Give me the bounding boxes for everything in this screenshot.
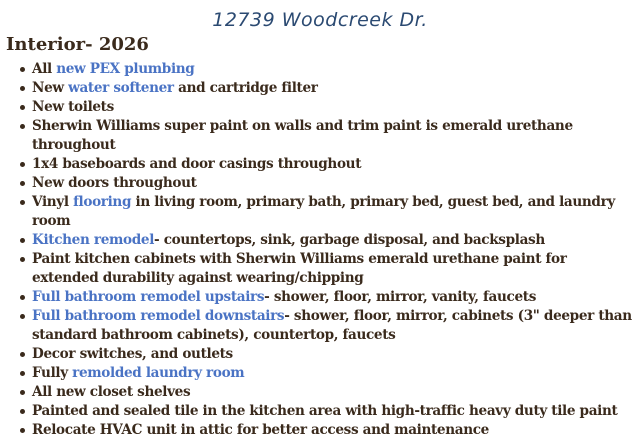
feature-text: - shower, floor, mirror, vanity, faucets — [264, 289, 536, 305]
feature-item — [32, 98, 636, 117]
feature-item — [32, 345, 636, 364]
feature-text: - shower, floor, mirror, cabinets (3" deeper than standard bathroom cabinets), countertop, faucets — [32, 308, 632, 343]
feature-link[interactable]: new PEX plumbing — [56, 61, 195, 77]
feature-text: New doors throughout — [32, 175, 197, 191]
feature-link[interactable]: flooring — [73, 194, 132, 210]
feature-item — [32, 79, 636, 98]
feature-link[interactable]: Kitchen remodel — [32, 232, 155, 248]
feature-text: Fully — [32, 365, 73, 381]
feature-text: All — [32, 61, 57, 77]
feature-text: Vinyl — [32, 194, 74, 210]
feature-item — [32, 307, 636, 345]
feature-text: Painted and sealed tile in the kitchen area with high-traffic heavy duty tile paint — [32, 403, 618, 419]
feature-item — [32, 174, 636, 193]
feature-text: New — [32, 80, 69, 96]
feature-link[interactable]: Full bathroom remodel downstairs — [32, 308, 285, 324]
feature-link[interactable]: remolded laundry room — [72, 365, 245, 381]
section-title: Interior- 2026 — [6, 34, 149, 55]
feature-link[interactable]: Full bathroom remodel upstairs — [32, 289, 265, 305]
feature-item — [32, 364, 636, 383]
feature-item — [32, 117, 636, 155]
feature-text: 1x4 baseboards and door casings throughout — [32, 156, 362, 172]
feature-text: and cartridge filter — [173, 80, 318, 96]
address-heading: 12739 Woodcreek Dr. — [212, 9, 428, 31]
feature-text: - countertops, sink, garbage disposal, and backsplash — [154, 232, 545, 248]
feature-item — [32, 421, 636, 440]
feature-text: in living room, primary bath, primary bed, guest bed, and laundry room — [32, 194, 615, 229]
feature-item — [32, 231, 636, 250]
feature-item — [32, 60, 636, 79]
feature-item — [32, 288, 636, 307]
feature-item — [32, 250, 636, 288]
feature-item — [32, 155, 636, 174]
feature-text: Decor switches, and outlets — [32, 346, 233, 362]
feature-link[interactable]: water softener — [68, 80, 174, 96]
feature-text: New toilets — [32, 99, 114, 115]
feature-list — [0, 60, 636, 440]
feature-text: All new closet shelves — [32, 384, 191, 400]
feature-item — [32, 383, 636, 402]
feature-text: Sherwin Williams super paint on walls and trim paint is emerald urethane throughout — [32, 118, 573, 153]
feature-text: Paint kitchen cabinets with Sherwin Williams emerald urethane paint for extended durability against wearing/chipping — [32, 251, 567, 286]
feature-item — [32, 193, 636, 231]
feature-item — [32, 402, 636, 421]
feature-text: Relocate HVAC unit in attic for better access and maintenance — [32, 422, 489, 438]
